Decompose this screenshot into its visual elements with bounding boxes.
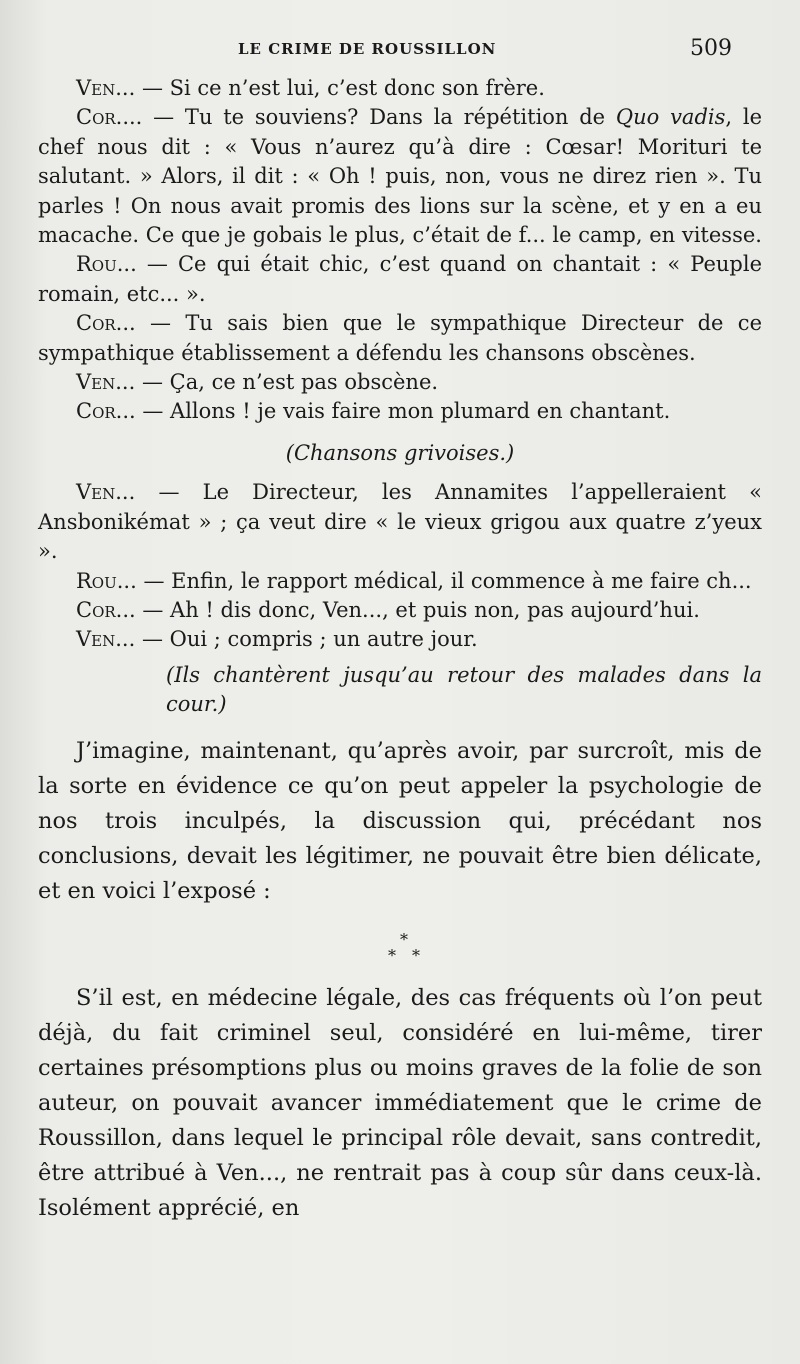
line-text: — Tu te souviens? Dans la répétition de [142,105,616,130]
line-text: — Ce qui était chic, c’est quand on chantait : « Peuple romain, etc... ». [38,252,762,306]
page-body [38,74,762,1226]
dialogue-line [38,596,762,625]
dialogue-line [38,478,762,566]
speaker: Rou... [76,252,137,277]
speaker: Ven... [76,370,136,395]
stage-direction: (Chansons grivoises.) [285,440,515,465]
asterism [38,921,762,981]
line-text: — Si ce n’est lui, c’est donc son frère. [135,76,545,100]
speaker: Ven... [76,480,136,505]
line-text: — Allons ! je vais faire mon plumard en chantant. [135,399,671,424]
speaker: Rou... [76,568,137,593]
play-title: Quo vadis [615,105,726,130]
dialogue-line [38,309,762,368]
dialogue-line [38,625,762,654]
line-text: — Le Directeur, les Annamites l’appelleraient « Ansbonikémat » ; ça veut dire « le vieux grigou aux quatre z’yeux ». [38,480,762,564]
dialogue-line [38,567,762,596]
paragraph: J’imagine, maintenant, qu’après avoir, par surcroît, mis de la sorte en évidence ce qu’on peut appeler la psychologie de nos trois inculpés, la discussion qui, précédant nos conclusions, devait les légitimer, ne pouvait être bien délicate, et en voici l’exposé : [38,737,762,904]
dialogue-line [38,368,762,397]
page-header [0,36,800,66]
dialogue-line [38,397,762,426]
line-text: , le chef nous dit : « Vous n’aurez qu’à dire : Cœsar! Morituri te salutant. » Alors, il dit : « Oh ! puis, non, vous ne direz rien ». Tu parles ! On nous avait promis des lions sur la scène, et y en a eu macache. Ce que je gobais le plus, c’était de f... le camp, en vitesse. [38,105,763,248]
speaker: Ven... [76,76,136,100]
speaker: Cor... [76,597,136,622]
asterism-star: * [400,929,408,949]
line-text: — Tu sais bien que le sympathique Directeur de ce sympathique établissement a défendu les chansons obscènes. [38,311,762,365]
speaker: Cor... [76,311,136,336]
dialogue-line [38,103,762,250]
asterism-star: * [388,945,396,965]
line-text: — Ah ! dis donc, Ven..., et puis non, pas aujourd’hui. [135,597,700,622]
paragraph: S’il est, en médecine légale, des cas fréquents où l’on peut déjà, du fait criminel seul, considéré en lui-même, tirer certaines présomptions plus ou moins graves de la folie de son auteur, on pouvait avancer immédiatement que le crime de Roussillon, dans lequel le principal rôle devait, sans contredit, être attribué à Ven..., ne rentrait pas à coup sûr dans ceux-là. Isolément apprécié, en [38,984,762,1221]
line-text: — Oui ; compris ; un autre jour. [135,627,478,652]
stage-direction: (Ils chantèrent jusqu’au retour des malades dans la cour.) [166,662,762,717]
dialogue-line [38,74,762,103]
line-text: — Enfin, le rapport médical, il commence à me faire ch... [136,568,752,593]
speaker: Cor... [76,399,136,424]
page-number: 509 [690,36,732,61]
speaker: Ven... [76,627,136,652]
speaker: Cor.... [76,105,143,130]
line-text: — Ça, ce n’est pas obscène. [135,370,439,395]
asterism-star: * [412,945,420,965]
dialogue-line [38,250,762,309]
running-title: LE CRIME DE ROUSSILLON [238,40,497,58]
